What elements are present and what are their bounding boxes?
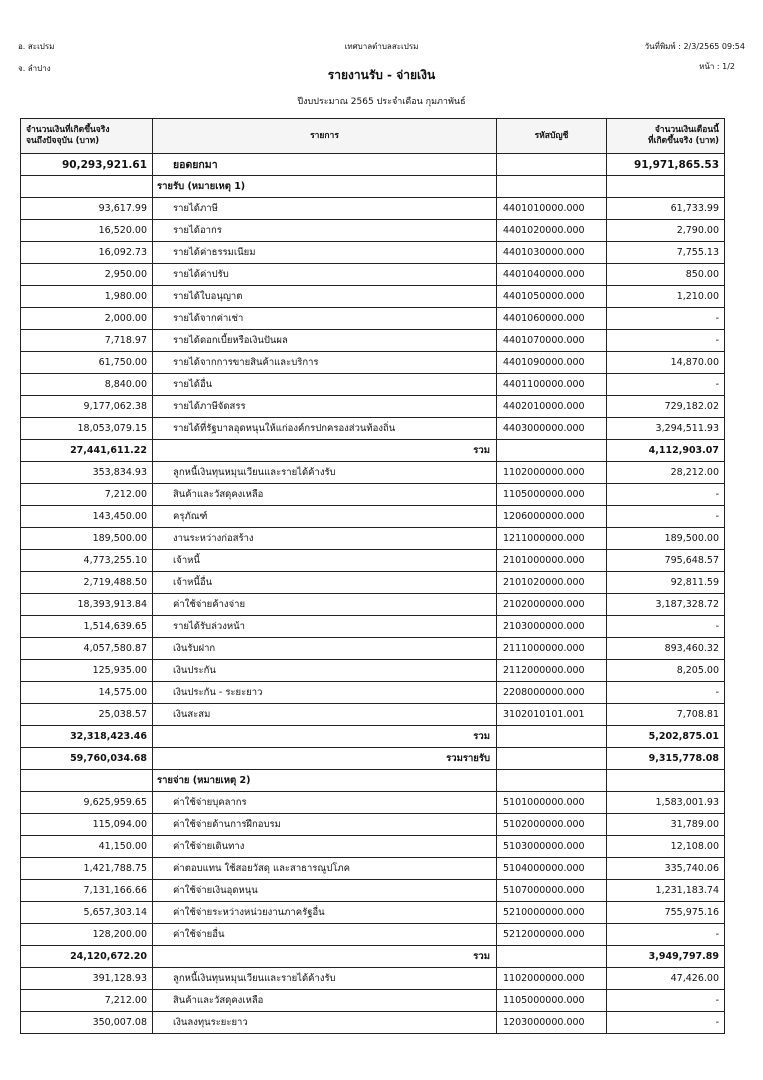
- organization-name: เทศบาลตำบลสะเปรม: [344, 42, 419, 51]
- cell-this-month: 795,648.57: [607, 550, 725, 572]
- cell-account-code: 2208000000.000: [497, 682, 607, 704]
- cell-cumulative: 18,053,079.15: [21, 418, 153, 440]
- table-row: [21, 198, 725, 220]
- table-row: [21, 968, 725, 990]
- table-row: [21, 418, 725, 440]
- cell-this-month: -: [607, 484, 725, 506]
- cell-cumulative: 7,131,166.66: [21, 880, 153, 902]
- province-label: จ. ลำปาง: [18, 64, 51, 73]
- cell-this-month: 1,231,183.74: [607, 880, 725, 902]
- cell-cumulative: 2,950.00: [21, 264, 153, 286]
- cell-description: รวมรายรับ: [153, 748, 497, 770]
- cell-cumulative: 353,834.93: [21, 462, 153, 484]
- cell-this-month: 7,755.13: [607, 242, 725, 264]
- cell-account-code: 5210000000.000: [497, 902, 607, 924]
- table-row: [21, 682, 725, 704]
- table-row: [21, 638, 725, 660]
- cell-this-month: 92,811.59: [607, 572, 725, 594]
- cell-description: รายได้จากค่าเช่า: [153, 308, 497, 330]
- cell-cumulative: 7,718.97: [21, 330, 153, 352]
- cell-cumulative: 14,575.00: [21, 682, 153, 704]
- cell-cumulative: 128,200.00: [21, 924, 153, 946]
- cell-account-code: 1206000000.000: [497, 506, 607, 528]
- cell-description: รายได้ภาษี: [153, 198, 497, 220]
- cell-this-month: 9,315,778.08: [607, 748, 725, 770]
- cell-description: ค่าใช้จ่ายอื่น: [153, 924, 497, 946]
- cell-account-code: 1203000000.000: [497, 1012, 607, 1034]
- cell-description: รายได้ค่าปรับ: [153, 264, 497, 286]
- cell-this-month: -: [607, 1012, 725, 1034]
- cell-description: ค่าใช้จ่ายเดินทาง: [153, 836, 497, 858]
- cell-description: รายได้อื่น: [153, 374, 497, 396]
- cell-this-month: -: [607, 616, 725, 638]
- cell-cumulative: 16,520.00: [21, 220, 153, 242]
- col-header-item: รายการ: [153, 119, 497, 154]
- table-row: [21, 836, 725, 858]
- table-row: [21, 1012, 725, 1034]
- cell-this-month: 12,108.00: [607, 836, 725, 858]
- cell-account-code: 4401090000.000: [497, 352, 607, 374]
- cell-description: รายได้ใบอนุญาต: [153, 286, 497, 308]
- col-header-account-code: รหัสบัญชี: [497, 119, 607, 154]
- cell-description: เจ้าหนี้อื่น: [153, 572, 497, 594]
- cell-account-code: [497, 946, 607, 968]
- cell-description: ค่าใช้จ่ายค้างจ่าย: [153, 594, 497, 616]
- table-row: [21, 990, 725, 1012]
- cell-account-code: 5104000000.000: [497, 858, 607, 880]
- table-row: [21, 528, 725, 550]
- table-row: [21, 550, 725, 572]
- cell-this-month: 729,182.02: [607, 396, 725, 418]
- cell-cumulative: 4,773,255.10: [21, 550, 153, 572]
- cell-description: ค่าใช้จ่ายบุคลากร: [153, 792, 497, 814]
- table-row: [21, 154, 725, 176]
- cell-account-code: 4401070000.000: [497, 330, 607, 352]
- cell-account-code: 4401010000.000: [497, 198, 607, 220]
- cell-description: รายได้รับล่วงหน้า: [153, 616, 497, 638]
- table-row: [21, 462, 725, 484]
- cell-cumulative: [21, 176, 153, 198]
- table-row: [21, 814, 725, 836]
- receipts-payments-table: [20, 118, 725, 1034]
- table-row: [21, 286, 725, 308]
- cell-cumulative: 1,980.00: [21, 286, 153, 308]
- cell-description: ค่าใช้จ่ายระหว่างหน่วยงานภาครัฐอื่น: [153, 902, 497, 924]
- cell-account-code: [497, 748, 607, 770]
- cell-account-code: 4401100000.000: [497, 374, 607, 396]
- cell-this-month: 8,205.00: [607, 660, 725, 682]
- cell-this-month: 4,112,903.07: [607, 440, 725, 462]
- cell-this-month: 7,708.81: [607, 704, 725, 726]
- cell-account-code: 2111000000.000: [497, 638, 607, 660]
- cell-this-month: 14,870.00: [607, 352, 725, 374]
- cell-this-month: 31,789.00: [607, 814, 725, 836]
- cell-description: ยอดยกมา: [153, 154, 497, 176]
- table-row: [21, 748, 725, 770]
- cell-this-month: 850.00: [607, 264, 725, 286]
- cell-description: รายได้จากการขายสินค้าและบริการ: [153, 352, 497, 374]
- cell-account-code: 3102010101.001: [497, 704, 607, 726]
- table-body: [21, 154, 725, 1034]
- cell-cumulative: 93,617.99: [21, 198, 153, 220]
- cell-this-month: -: [607, 374, 725, 396]
- cell-cumulative: 18,393,913.84: [21, 594, 153, 616]
- cell-this-month: -: [607, 924, 725, 946]
- table-header-row: [21, 119, 725, 154]
- cell-this-month: [607, 770, 725, 792]
- cell-cumulative: 61,750.00: [21, 352, 153, 374]
- cell-account-code: 5101000000.000: [497, 792, 607, 814]
- cell-this-month: 893,460.32: [607, 638, 725, 660]
- cell-account-code: 4401040000.000: [497, 264, 607, 286]
- table-row: [21, 220, 725, 242]
- table-row: [21, 770, 725, 792]
- cell-account-code: [497, 176, 607, 198]
- page-number: หน้า : 1/2: [699, 62, 735, 71]
- table-row: [21, 308, 725, 330]
- cell-description: เงินประกัน: [153, 660, 497, 682]
- cell-this-month: 5,202,875.01: [607, 726, 725, 748]
- table-row: [21, 506, 725, 528]
- cell-this-month: 3,294,511.93: [607, 418, 725, 440]
- cell-account-code: [497, 440, 607, 462]
- cell-this-month: [607, 176, 725, 198]
- cell-cumulative: [21, 770, 153, 792]
- table-row: [21, 902, 725, 924]
- cell-description: รวม: [153, 946, 497, 968]
- report-subtitle: ปีงบประมาณ 2565 ประจำเดือน กุมภาพันธ์: [297, 97, 466, 107]
- cell-cumulative: 4,057,580.87: [21, 638, 153, 660]
- cell-description: งานระหว่างก่อสร้าง: [153, 528, 497, 550]
- cell-account-code: 4401030000.000: [497, 242, 607, 264]
- table-row: [21, 616, 725, 638]
- cell-this-month: 3,949,797.89: [607, 946, 725, 968]
- cell-account-code: 4401020000.000: [497, 220, 607, 242]
- cell-cumulative: 189,500.00: [21, 528, 153, 550]
- table-row: [21, 660, 725, 682]
- cell-this-month: -: [607, 308, 725, 330]
- cell-cumulative: 41,150.00: [21, 836, 153, 858]
- cell-this-month: -: [607, 330, 725, 352]
- col-header-cumulative: จำนวนเงินที่เกิดขึ้นจริง จนถึงปัจจุบัน (บาท): [21, 119, 153, 154]
- cell-account-code: [497, 726, 607, 748]
- col-header-this-month: จำนวนเงินเดือนนี้ ที่เกิดขึ้นจริง (บาท): [607, 119, 725, 154]
- cell-account-code: 4402010000.000: [497, 396, 607, 418]
- cell-this-month: 61,733.99: [607, 198, 725, 220]
- table-row: [21, 858, 725, 880]
- cell-account-code: 1102000000.000: [497, 968, 607, 990]
- cell-cumulative: 2,000.00: [21, 308, 153, 330]
- print-date: วันที่พิมพ์ : 2/3/2565 09:54: [644, 42, 745, 51]
- table-row: [21, 704, 725, 726]
- cell-description: เงินรับฝาก: [153, 638, 497, 660]
- cell-account-code: 5107000000.000: [497, 880, 607, 902]
- cell-cumulative: 2,719,488.50: [21, 572, 153, 594]
- cell-account-code: [497, 770, 607, 792]
- cell-description: รวม: [153, 440, 497, 462]
- cell-this-month: 335,740.06: [607, 858, 725, 880]
- cell-this-month: -: [607, 990, 725, 1012]
- cell-cumulative: 391,128.93: [21, 968, 153, 990]
- cell-account-code: 2101000000.000: [497, 550, 607, 572]
- cell-this-month: -: [607, 682, 725, 704]
- cell-cumulative: 350,007.08: [21, 1012, 153, 1034]
- cell-description: รายได้ดอกเบี้ยหรือเงินปันผล: [153, 330, 497, 352]
- cell-account-code: 4403000000.000: [497, 418, 607, 440]
- cell-description: รายได้อากร: [153, 220, 497, 242]
- cell-account-code: 1102000000.000: [497, 462, 607, 484]
- cell-account-code: 5103000000.000: [497, 836, 607, 858]
- cell-account-code: 2102000000.000: [497, 594, 607, 616]
- table-row: [21, 264, 725, 286]
- cell-account-code: 5102000000.000: [497, 814, 607, 836]
- cell-cumulative: 1,421,788.75: [21, 858, 153, 880]
- cell-description: เจ้าหนี้: [153, 550, 497, 572]
- cell-this-month: 91,971,865.53: [607, 154, 725, 176]
- cell-cumulative: 9,625,959.65: [21, 792, 153, 814]
- cell-account-code: 2112000000.000: [497, 660, 607, 682]
- table-row: [21, 242, 725, 264]
- cell-description: รายรับ (หมายเหตุ 1): [153, 176, 497, 198]
- cell-cumulative: 27,441,611.22: [21, 440, 153, 462]
- cell-cumulative: 115,094.00: [21, 814, 153, 836]
- cell-description: เงินสะสม: [153, 704, 497, 726]
- cell-account-code: 2101020000.000: [497, 572, 607, 594]
- cell-this-month: 1,210.00: [607, 286, 725, 308]
- cell-cumulative: 1,514,639.65: [21, 616, 153, 638]
- cell-cumulative: 7,212.00: [21, 484, 153, 506]
- cell-cumulative: 9,177,062.38: [21, 396, 153, 418]
- cell-this-month: 47,426.00: [607, 968, 725, 990]
- cell-description: ค่าตอบแทน ใช้สอยวัสดุ และสาธารณูปโภค: [153, 858, 497, 880]
- cell-description: รายได้ที่รัฐบาลอุดหนุนให้แก่องค์กรปกครองส่วนท้องถิ่น: [153, 418, 497, 440]
- table-row: [21, 484, 725, 506]
- cell-description: สินค้าและวัสดุคงเหลือ: [153, 990, 497, 1012]
- table-row: [21, 176, 725, 198]
- cell-description: ลูกหนี้เงินทุนหมุนเวียนและรายได้ค้างรับ: [153, 462, 497, 484]
- table-row: [21, 572, 725, 594]
- table-row: [21, 594, 725, 616]
- report-title: รายงานรับ - จ่ายเงิน: [327, 68, 436, 82]
- cell-account-code: 1105000000.000: [497, 990, 607, 1012]
- table-row: [21, 880, 725, 902]
- cell-cumulative: 8,840.00: [21, 374, 153, 396]
- table-row: [21, 374, 725, 396]
- cell-description: เงินประกัน - ระยะยาว: [153, 682, 497, 704]
- table-row: [21, 792, 725, 814]
- cell-cumulative: 16,092.73: [21, 242, 153, 264]
- cell-cumulative: 7,212.00: [21, 990, 153, 1012]
- cell-cumulative: 32,318,423.46: [21, 726, 153, 748]
- cell-this-month: 755,975.16: [607, 902, 725, 924]
- district-label: อ. สะเปรม: [18, 42, 55, 51]
- cell-account-code: 1211000000.000: [497, 528, 607, 550]
- cell-account-code: 4401050000.000: [497, 286, 607, 308]
- cell-this-month: 1,583,001.93: [607, 792, 725, 814]
- cell-description: รายได้ภาษีจัดสรร: [153, 396, 497, 418]
- cell-description: เงินลงทุนระยะยาว: [153, 1012, 497, 1034]
- cell-cumulative: 59,760,034.68: [21, 748, 153, 770]
- cell-description: ลูกหนี้เงินทุนหมุนเวียนและรายได้ค้างรับ: [153, 968, 497, 990]
- table-row: [21, 352, 725, 374]
- cell-cumulative: 25,038.57: [21, 704, 153, 726]
- cell-description: ค่าใช้จ่ายเงินอุดหนุน: [153, 880, 497, 902]
- cell-description: สินค้าและวัสดุคงเหลือ: [153, 484, 497, 506]
- cell-cumulative: 5,657,303.14: [21, 902, 153, 924]
- table-row: [21, 924, 725, 946]
- table-row: [21, 440, 725, 462]
- table-row: [21, 330, 725, 352]
- cell-this-month: -: [607, 506, 725, 528]
- cell-cumulative: 143,450.00: [21, 506, 153, 528]
- cell-this-month: 2,790.00: [607, 220, 725, 242]
- table-row: [21, 396, 725, 418]
- table-row: [21, 726, 725, 748]
- cell-cumulative: 90,293,921.61: [21, 154, 153, 176]
- cell-this-month: 28,212.00: [607, 462, 725, 484]
- cell-cumulative: 24,120,672.20: [21, 946, 153, 968]
- table-row: [21, 946, 725, 968]
- cell-account-code: 2103000000.000: [497, 616, 607, 638]
- cell-description: ค่าใช้จ่ายด้านการฝึกอบรม: [153, 814, 497, 836]
- cell-description: รายได้ค่าธรรมเนียม: [153, 242, 497, 264]
- cell-this-month: 3,187,328.72: [607, 594, 725, 616]
- cell-this-month: 189,500.00: [607, 528, 725, 550]
- cell-account-code: 4401060000.000: [497, 308, 607, 330]
- cell-description: รวม: [153, 726, 497, 748]
- cell-account-code: 5212000000.000: [497, 924, 607, 946]
- cell-description: รายจ่าย (หมายเหตุ 2): [153, 770, 497, 792]
- cell-description: ครุภัณฑ์: [153, 506, 497, 528]
- cell-account-code: 1105000000.000: [497, 484, 607, 506]
- cell-account-code: [497, 154, 607, 176]
- cell-cumulative: 125,935.00: [21, 660, 153, 682]
